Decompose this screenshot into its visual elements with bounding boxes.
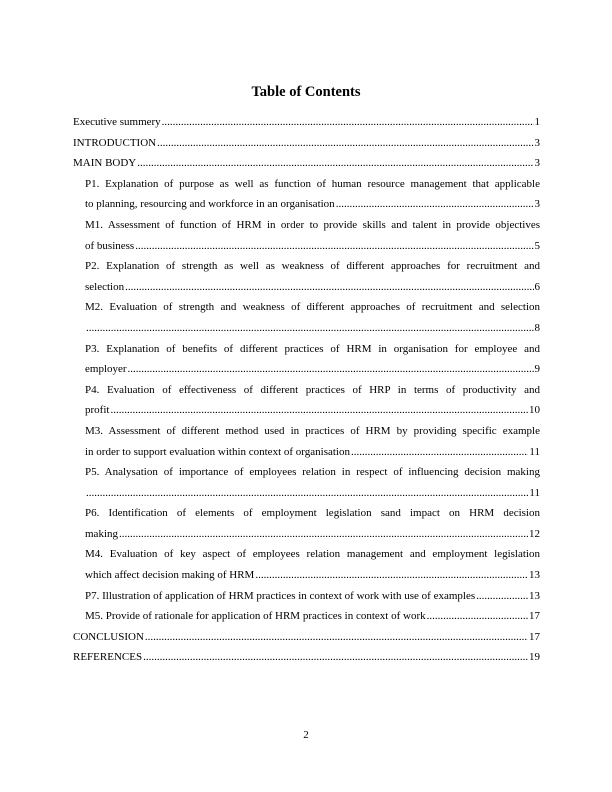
toc-entry[interactable]	[85, 544, 540, 585]
toc-title: Table of Contents	[251, 84, 361, 100]
toc-page-number: 17	[529, 630, 540, 643]
toc-entry[interactable]	[73, 627, 540, 648]
toc-entry[interactable]	[85, 174, 540, 215]
dot-leader	[135, 236, 533, 257]
toc-entry[interactable]	[85, 586, 540, 607]
toc-page-number: 13	[529, 569, 540, 582]
toc-entry-text: M1. Assessment of function of HRM in order to provide skills and talent in provide objectives	[85, 218, 540, 231]
dot-leader	[162, 112, 534, 133]
toc-entry-text: Executive summery	[73, 116, 161, 128]
toc-entry-line	[85, 400, 540, 421]
toc-entry[interactable]	[73, 112, 540, 133]
toc-entry-line	[85, 236, 540, 257]
dot-leader	[476, 586, 528, 607]
toc-entry-text: which affect decision making of HRM	[85, 569, 255, 582]
toc-entry-line	[85, 318, 540, 339]
toc-entry-line	[73, 153, 540, 174]
toc-entry[interactable]	[73, 133, 540, 154]
toc-page-number: 1	[534, 116, 540, 128]
toc-entry-line	[85, 606, 540, 627]
toc-entry-line	[85, 442, 540, 463]
toc-entry-text: profit	[85, 404, 110, 417]
toc-entry-text: M2. Evaluation of strength and weakness of different approaches of recruitment and selection	[85, 301, 540, 314]
toc-entry[interactable]	[85, 380, 540, 421]
dot-leader	[336, 194, 534, 215]
toc-entry-text: P1. Explanation of purpose as well as function of human resource management that applicable	[85, 177, 540, 190]
toc-entry-text: making	[85, 527, 118, 540]
toc-page-number: 17	[529, 610, 540, 623]
toc-entry[interactable]	[85, 503, 540, 544]
toc-entry-line	[73, 627, 540, 648]
toc-entry-text: P5. Analysation of importance of employees relation in respect of influencing decision making	[85, 466, 540, 479]
toc-entry-line	[85, 277, 540, 298]
toc-entry[interactable]	[85, 462, 540, 503]
toc-page-number: 10	[529, 404, 540, 417]
toc-entry-text: selection	[85, 280, 125, 293]
toc-page-number: 8	[534, 321, 540, 334]
dot-leader	[351, 442, 528, 463]
toc-page-number: 12	[529, 527, 540, 540]
dot-leader	[157, 133, 533, 154]
toc-page-number: 5	[534, 239, 540, 252]
dot-leader	[427, 606, 528, 627]
toc-page-number: 3	[534, 136, 540, 149]
toc-entry-text: in order to support evaluation within context of organisation	[85, 445, 350, 458]
dot-leader	[86, 483, 528, 504]
toc-entry-text: REFERENCES	[73, 651, 143, 664]
toc-entry-text: employer	[85, 363, 127, 376]
toc-page-number: 11	[529, 486, 540, 499]
toc-entry[interactable]	[85, 421, 540, 462]
toc-entry-text: P2. Explanation of strength as well as weakness of different approaches for recruitment and	[85, 260, 540, 273]
toc-entry-line	[85, 524, 540, 545]
dot-leader	[86, 318, 534, 339]
table-of-contents	[73, 112, 540, 668]
toc-page-number: 11	[529, 445, 540, 458]
toc-entry[interactable]	[85, 339, 540, 380]
toc-entry[interactable]	[85, 256, 540, 297]
dot-leader	[145, 627, 528, 648]
toc-page-number: 3	[534, 198, 540, 211]
toc-entry-line	[73, 133, 540, 154]
toc-entry-text: P7. Illustration of application of HRM practices in context of work with use of examples	[85, 589, 476, 602]
dot-leader	[143, 647, 528, 668]
toc-entry-text: MAIN BODY	[73, 157, 137, 170]
toc-entry-text: M3. Assessment of different method used in practices of HRM by providing specific example	[85, 424, 540, 437]
toc-entry-line	[73, 112, 540, 133]
toc-page-number: 13	[529, 589, 540, 602]
toc-entry-text: CONCLUSION	[73, 630, 144, 643]
toc-entry-text: INTRODUCTION	[73, 136, 157, 149]
dot-leader	[128, 359, 534, 380]
toc-entry-line	[85, 194, 540, 215]
dot-leader	[119, 524, 528, 545]
toc-entry[interactable]	[85, 297, 540, 338]
dot-leader	[137, 153, 533, 174]
toc-page-number: 3	[534, 157, 540, 170]
toc-entry[interactable]	[73, 647, 540, 668]
toc-entry-line	[73, 647, 540, 668]
toc-entry-line	[85, 359, 540, 380]
toc-entry[interactable]	[85, 606, 540, 627]
toc-entry-line	[85, 483, 540, 504]
toc-page-number: 19	[529, 651, 540, 664]
toc-entry[interactable]	[85, 215, 540, 256]
toc-page-number: 9	[534, 363, 540, 376]
toc-entry-text: M4. Evaluation of key aspect of employees relation management and employment legislation	[85, 548, 540, 561]
page-number: 2	[303, 729, 309, 741]
toc-entry-text: P3. Explanation of benefits of different practices of HRM in organisation for employee and	[85, 342, 540, 355]
dot-leader	[110, 400, 528, 421]
dot-leader	[125, 277, 533, 298]
toc-entry-line	[85, 565, 540, 586]
toc-page-number: 6	[534, 280, 540, 293]
toc-entry-text: P4. Evaluation of effectiveness of different practices of HRP in terms of productivity and	[85, 383, 540, 396]
toc-entry-line	[85, 586, 540, 607]
toc-entry-text: of business	[85, 239, 135, 252]
toc-entry-text: M5. Provide of rationale for application of HRM practices in context of work	[85, 610, 426, 623]
toc-entry-text: P6. Identification of elements of employment legislation sand impact on HRM decision	[85, 507, 540, 520]
dot-leader	[255, 565, 528, 586]
toc-entry[interactable]	[73, 153, 540, 174]
toc-entry-text: to planning, resourcing and workforce in an organisation	[85, 198, 335, 211]
